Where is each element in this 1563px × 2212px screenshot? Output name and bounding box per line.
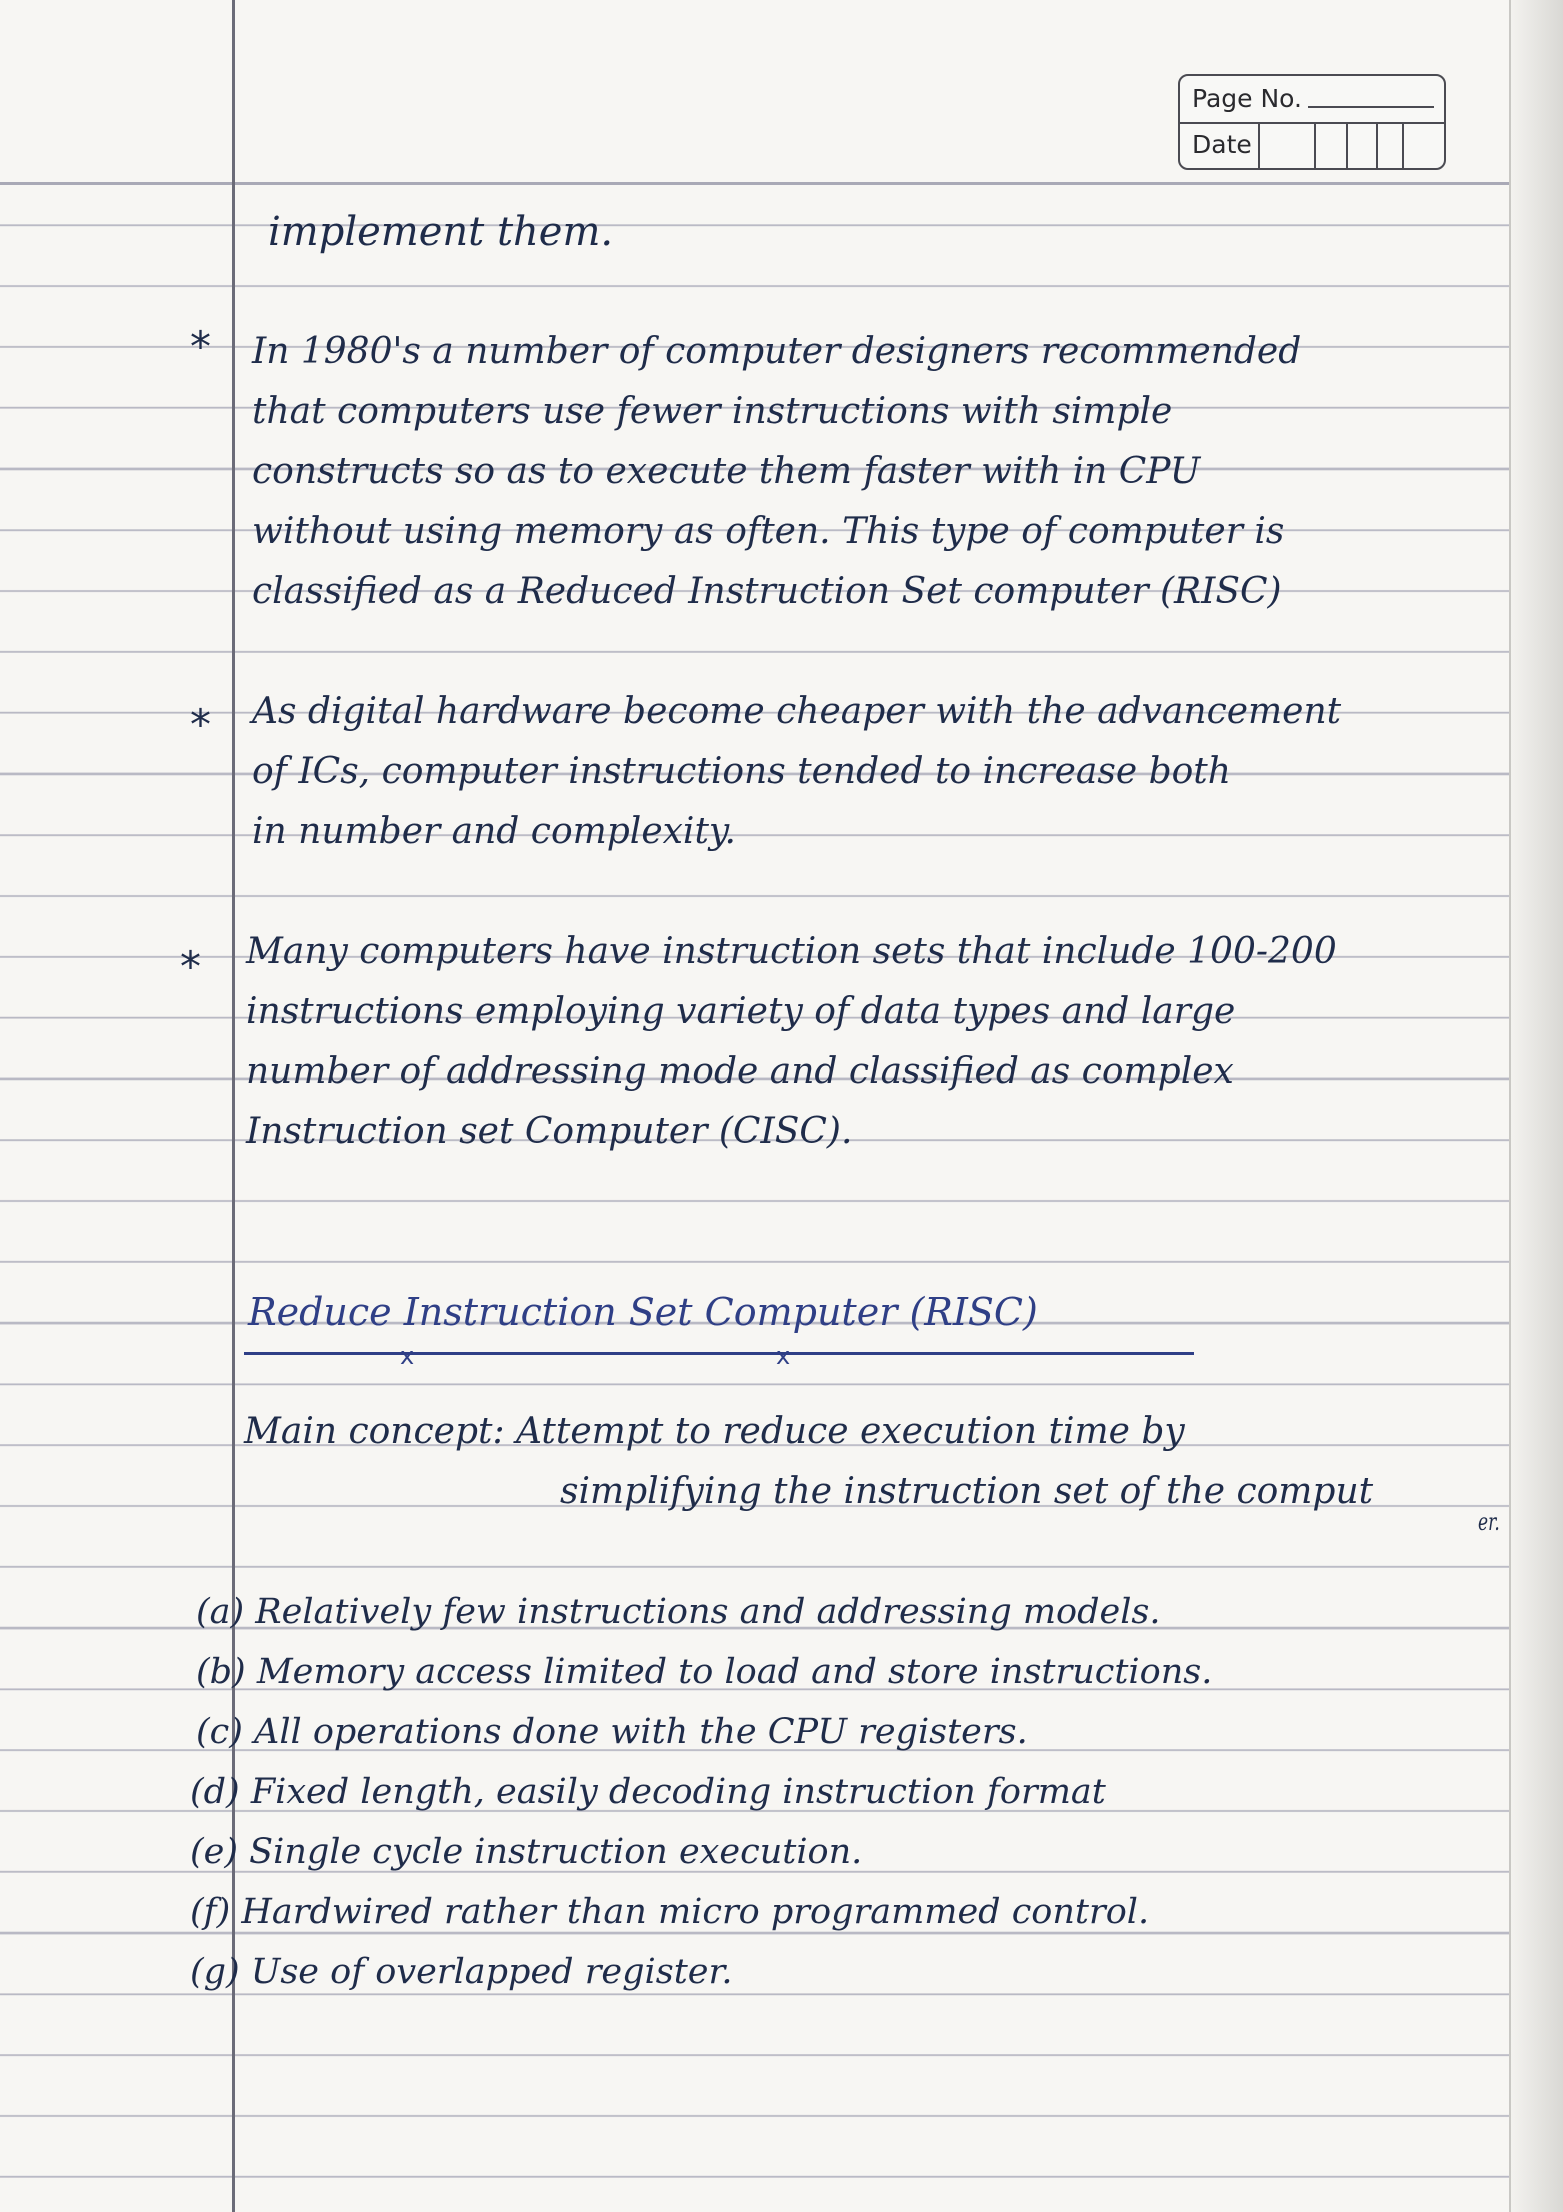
bullet-star: * (180, 942, 201, 991)
date-cell-divider (1402, 122, 1404, 168)
date-row (1180, 122, 1444, 168)
page-no-row (1180, 76, 1444, 124)
date-cell-divider (1376, 122, 1378, 168)
date-cell-divider (1258, 122, 1260, 168)
page-no-line (1308, 106, 1434, 108)
date-cell-divider (1314, 122, 1316, 168)
heading-mark: x (400, 1342, 415, 1370)
page-date-box (1178, 74, 1446, 170)
page-edge (1509, 0, 1563, 2212)
date-cell-divider (1346, 122, 1348, 168)
page-no-label: Page No. (1192, 84, 1302, 113)
date-label: Date (1192, 130, 1252, 159)
heading-underline (244, 1352, 1194, 1355)
heading-mark: x (776, 1342, 791, 1370)
bullet-star: * (190, 322, 211, 371)
bullet-star: * (190, 700, 211, 749)
notebook-page: Page No. Date * * * implement them. In 1980's a number of computer designers recommended that computers use fewer instructions with simple constructs so as to execute them faster with in CPU without using memory as often. This type of computer is classified as a Reduced Instruction Set computer (RISC) As digital hardware become cheaper with the advancement of ICs, computer instructions tended to increase both in number and complexity. Many computers have instruction sets that include 100-200 instructions employing variety of data types and large number of addressing mode and classified as complex Instruction set Computer (CISC). Reduce Instruction Set Computer (RISC) x x Main concept: Attempt to reduce execution time by simplifying the instruction set of the comput er. (a) Relatively few instructions and addressing models. (b) Memory access limited to load and store instructions. (c) All operations done with the CPU registers. (d) Fixed length, easily decoding instruction format (e) Single cycle instruction execution. (f) Hardwired rather than micro programmed control. (g) Use of overlapped register. (0, 0, 1563, 2212)
